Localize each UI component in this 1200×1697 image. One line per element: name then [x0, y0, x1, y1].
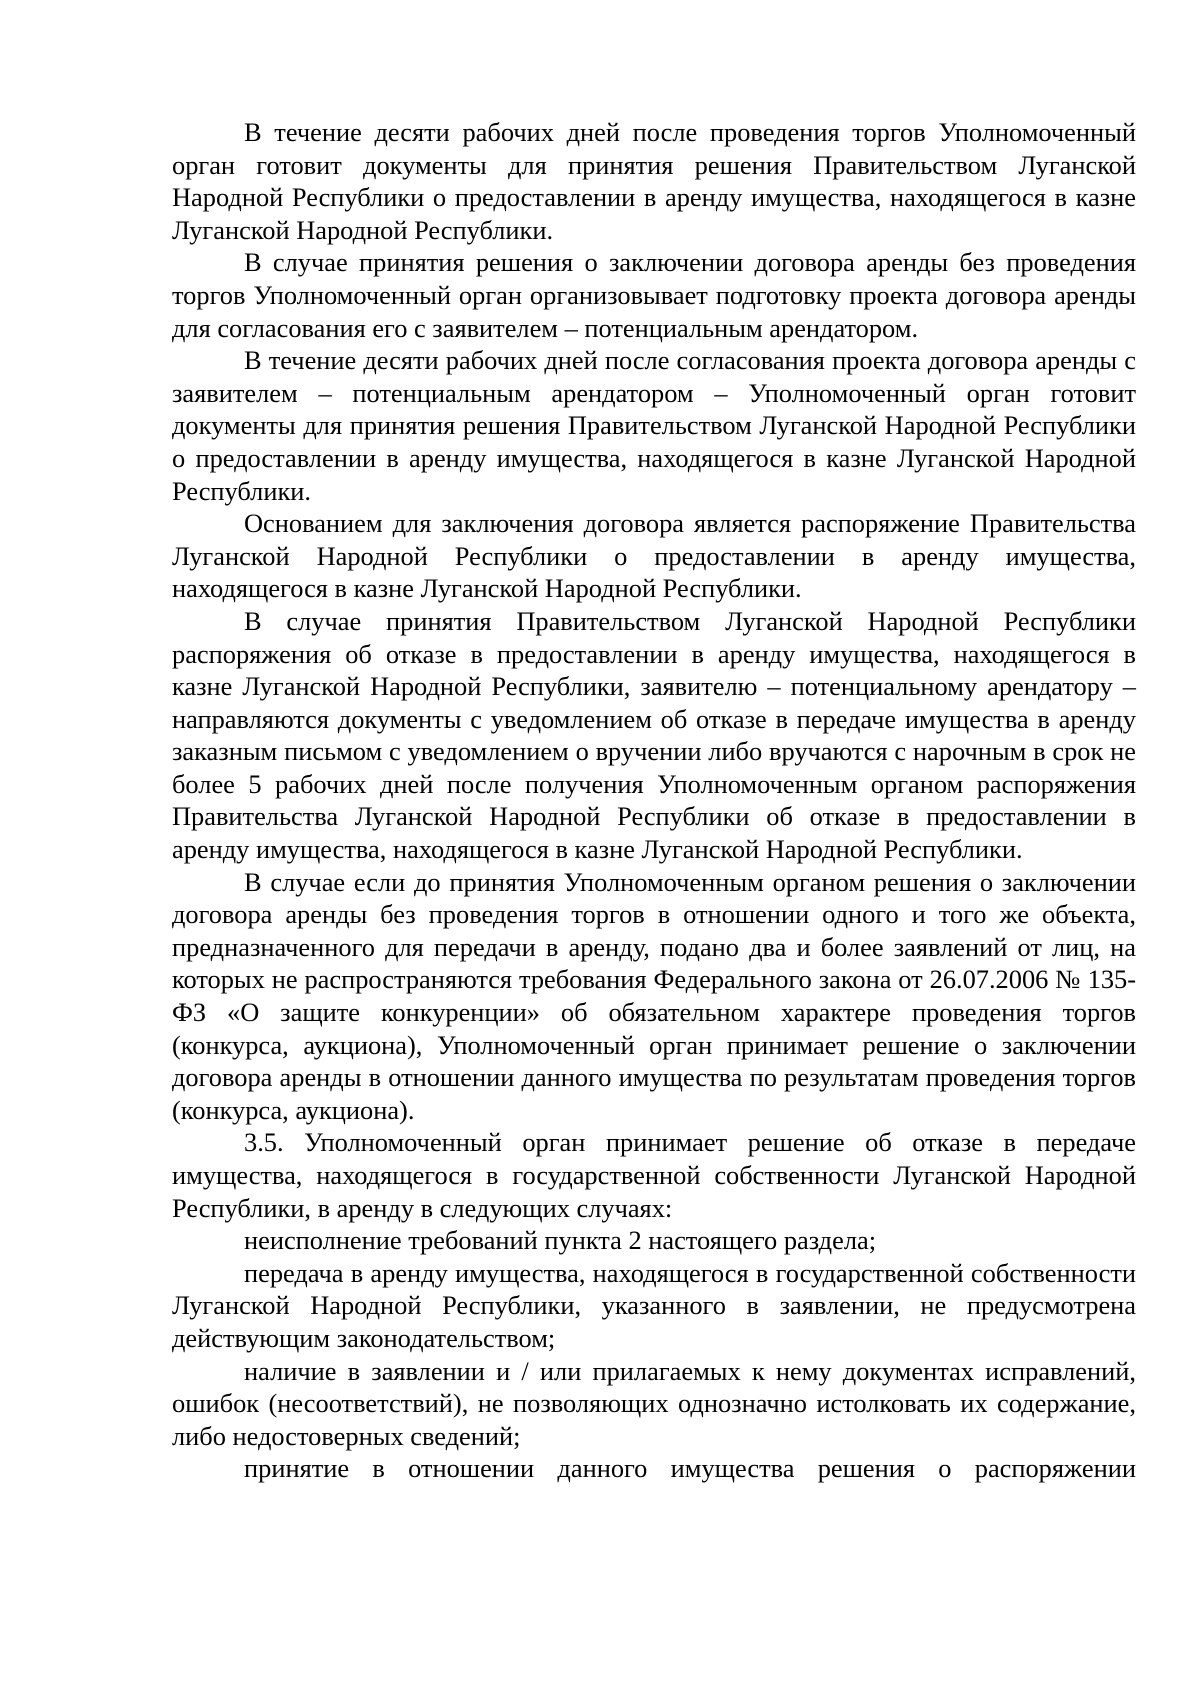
paragraph-7-section-3-5: 3.5. Уполномоченный орган принимает решение об отказе в передаче имущества, находящегося в государственной собственности Луганской Народной Республики, в аренду в следующих случаях: [172, 1127, 1136, 1223]
paragraph-3: В течение десяти рабочих дней после согласования проекта договора аренды с заявителем – потенциальным арендатором – Уполномоченный орган готовит документы для принятия решения Правительством Луганской Народной Республики о предоставлении в аренду имущества, находящегося в казне Луганской Народной Республики. [172, 345, 1136, 506]
paragraph-1: В течение десяти рабочих дней после проведения торгов Уполномоченный орган готовит документы для принятия решения Правительством Луганской Народной Республики о предоставлении в аренду имущества, находящегося в казне Луганской Народной Республики. [172, 117, 1136, 245]
list-item-2: передача в аренду имущества, находящегося в государственной собственности Луганской Народной Республики, указанного в заявлении, не предусмотрена действующим законодательством; [172, 1257, 1136, 1353]
paragraph-2: В случае принятия решения о заключении договора аренды без проведения торгов Уполномоченный орган организовывает подготовку проекта договора аренды для согласования его с заявителем – потенциальным арендатором. [172, 247, 1136, 343]
list-item-1: неисполнение требований пункта 2 настоящего раздела; [244, 1225, 877, 1256]
list-item-4-truncated: принятие в отношении данного имущества решения о распоряжении [244, 1453, 1136, 1484]
paragraph-4: Основанием для заключения договора является распоряжение Правительства Луганской Народной Республики о предоставлении в аренду имущества, находящегося в казне Луганской Народной Республики. [172, 508, 1136, 604]
document-page [172, 116, 1136, 1485]
paragraph-6: В случае если до принятия Уполномоченным органом решения о заключении договора аренды без проведения торгов в отношении одного и того же объекта, предназначенного для передачи в аренду, подано два и более заявлений от лиц, на которых не распространяются требования Федерального закона от 26.07.2006 № 135-ФЗ «О защите конкуренции» об обязательном характере проведения торгов (конкурса, аукциона), Уполномоченный орган принимает решение о заключении договора аренды в отношении данного имущества по результатам проведения торгов (конкурса, аукциона). [172, 866, 1136, 1125]
list-item-3: наличие в заявлении и / или прилагаемых к нему документах исправлений, ошибок (несоответствий), не позволяющих однозначно истолковать их содержание, либо недостоверных сведений; [172, 1355, 1136, 1451]
paragraph-5: В случае принятия Правительством Луганской Народной Республики распоряжения об отказе в предоставлении в аренду имущества, находящегося в казне Луганской Народной Республики, заявителю – потенциальному арендатору – направляются документы с уведомлением об отказе в передаче имущества в аренду заказным письмом с уведомлением о вручении либо вручаются с нарочным в срок не более 5 рабочих дней после получения Уполномоченным органом распоряжения Правительства Луганской Народной Республики об отказе в предоставлении в аренду имущества, находящегося в казне Луганской Народной Республики. [172, 605, 1136, 865]
